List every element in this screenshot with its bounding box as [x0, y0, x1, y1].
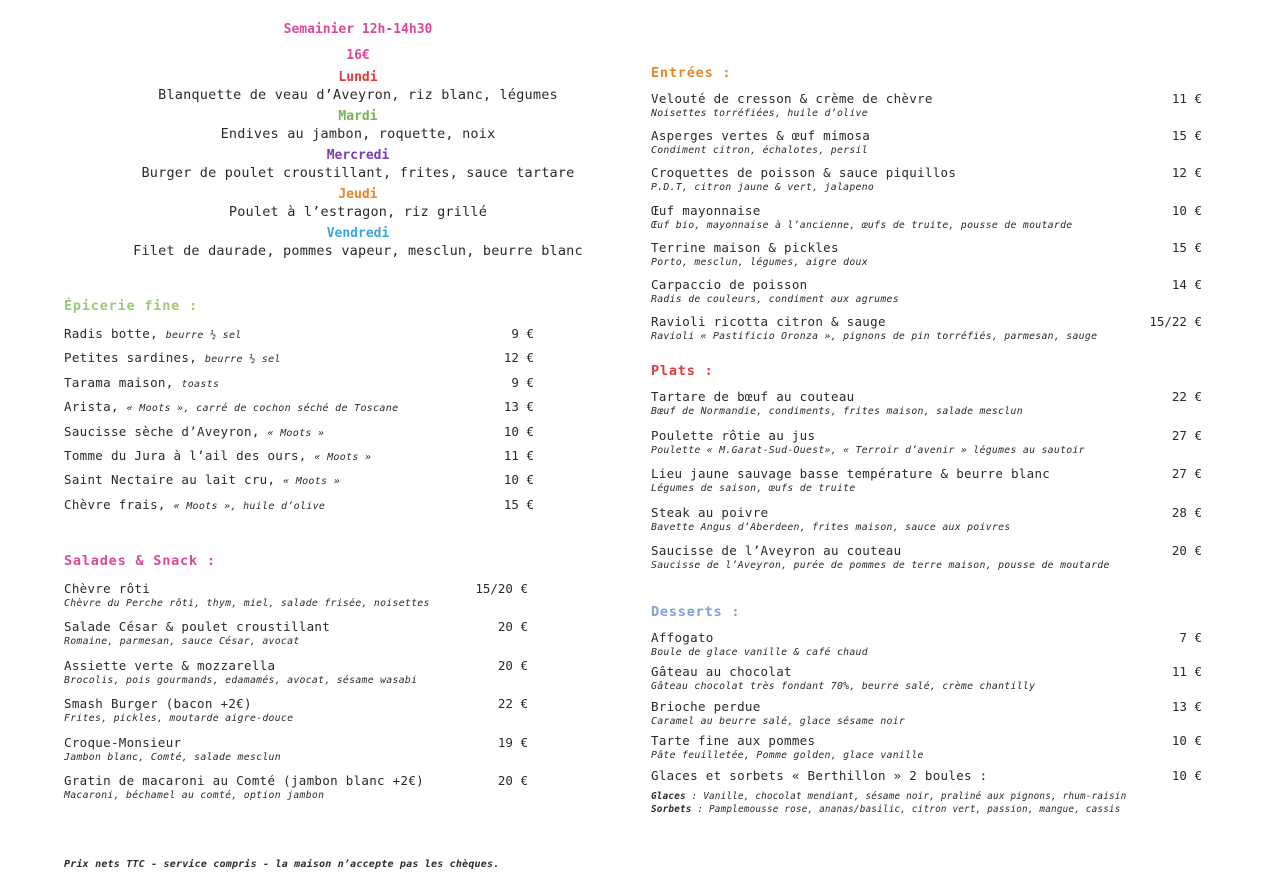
footer-note: Prix nets TTC - service compris - la maison n’accepte pas les chèques.	[64, 859, 500, 870]
list-item	[64, 471, 534, 495]
item-description: Saucisse de l’Aveyron, purée de pommes de terre maison, pousse de moutarde	[651, 560, 1110, 572]
item-price: 28 €	[1171, 504, 1202, 520]
item-description: Noisettes torréfiées, huile d’olive	[651, 108, 868, 119]
salades-list	[64, 581, 534, 811]
item-price: 12 €	[1171, 165, 1202, 181]
item-price: 20 €	[497, 619, 528, 635]
item-description: P.D.T, citron jaune & vert, jalapeno	[651, 182, 875, 194]
list-item	[651, 505, 1202, 544]
item-description: Frites, pickles, moutarde aigre-douce	[64, 713, 294, 725]
item-name: Lieu jaune sauvage basse température & beurre blanc	[651, 466, 1051, 482]
list-item	[651, 543, 1202, 582]
item-price: 14 €	[1171, 276, 1202, 292]
entrees-list	[651, 91, 1202, 351]
day-name: Mercredi	[326, 148, 390, 163]
list-item	[651, 240, 1202, 277]
item-description: Ravioli « Pastificio Oronza », pignons de pin torréfiés, parmesan, sauge	[651, 331, 1098, 343]
item-description: Macaroni, béchamel au comté, option jambon	[64, 789, 325, 801]
item-name: Ravioli ricotta citron & sauge	[651, 314, 886, 330]
item-price: 22 €	[1171, 389, 1202, 404]
glaces-text: : Vanille, chocolat mendiant, sésame noir, praliné aux pignons, rhum-raisin	[685, 791, 1127, 802]
item-name: Carpaccio de poisson	[651, 276, 808, 292]
item-name: Salade César & poulet croustillant	[64, 619, 331, 635]
item-name: Velouté de cresson & crème de chèvre	[651, 91, 933, 106]
item-price: 15 €	[503, 496, 534, 512]
desserts-list	[651, 630, 1202, 802]
item-description: Gâteau chocolat très fondant 70%, beurre salé, crème chantilly	[651, 681, 1036, 693]
ice-cream-flavours	[651, 790, 1211, 816]
item-price: 12 €	[503, 350, 534, 366]
weekly-title: Semainier 12h-14h30	[283, 22, 433, 37]
item-price: 13 €	[1171, 698, 1202, 714]
weekly-day	[120, 226, 596, 261]
item-note: toasts	[181, 378, 220, 390]
list-item	[64, 447, 534, 471]
weekly-menu	[120, 20, 596, 261]
item-name: Affogato	[651, 630, 714, 645]
item-description: Radis de couleurs, condiment aux agrumes	[651, 293, 899, 305]
item-price: 15 €	[1171, 239, 1202, 255]
weekly-day	[120, 187, 596, 222]
entrees-title: Entrées :	[651, 65, 732, 81]
list-item	[64, 374, 534, 398]
list-item	[64, 325, 534, 349]
sorbets-label: Sorbets	[651, 804, 692, 815]
item-name: Tartare de bœuf au couteau	[651, 389, 855, 404]
item-price: 20 €	[497, 772, 528, 788]
item-price: 9 €	[511, 326, 534, 341]
list-item	[651, 314, 1202, 351]
item-price: 10 €	[503, 423, 534, 439]
list-item	[651, 91, 1202, 128]
weekly-day	[120, 148, 596, 183]
item-note: « Moots »	[267, 427, 325, 439]
item-description: Chèvre du Perche rôti, thym, miel, salade frisée, noisettes	[64, 598, 430, 609]
item-description: Poulette « M.Garat-Sud-Ouest», « Terroir d’avenir » légumes au sautoir	[651, 444, 1085, 456]
item-name: Gratin de macaroni au Comté (jambon blanc +2€)	[64, 772, 424, 788]
item-price: 10 €	[1171, 767, 1202, 783]
item-name: Tarte fine aux pommes	[651, 733, 816, 749]
list-item	[64, 349, 534, 373]
item-price: 20 €	[1171, 543, 1202, 559]
item-name: Œuf mayonnaise	[651, 202, 761, 218]
item-price: 20 €	[497, 657, 528, 673]
item-price: 7 €	[1179, 630, 1202, 645]
item-name: Saint Nectaire au lait cru,	[64, 472, 284, 488]
item-price: 9 €	[511, 374, 534, 390]
list-item	[64, 696, 534, 734]
sorbets-text: : Pamplemousse rose, ananas/basilic, citron vert, passion, mangue, cassis	[691, 804, 1121, 815]
day-dish: Filet de daurade, pommes vapeur, mesclun, beurre blanc	[133, 243, 583, 259]
item-description: Brocolis, pois gourmands, edamamés, avocat, sésame wasabi	[64, 674, 418, 686]
list-item	[651, 277, 1202, 314]
item-note: « Moots »	[314, 451, 372, 463]
day-name: Jeudi	[338, 187, 378, 202]
list-item	[651, 630, 1202, 664]
item-name: Arista,	[64, 399, 127, 415]
glaces-line	[651, 790, 1211, 803]
plats-list	[651, 389, 1202, 582]
item-name: Assiette verte & mozzarella	[64, 657, 276, 673]
epicerie-list	[64, 325, 534, 520]
item-description: Romaine, parmesan, sauce César, avocat	[64, 636, 300, 648]
list-item	[651, 428, 1202, 467]
list-item	[64, 398, 534, 422]
item-name: Saucisse sèche d’Aveyron,	[64, 423, 268, 439]
day-dish: Poulet à l’estragon, riz grillé	[228, 204, 488, 220]
day-name: Vendredi	[326, 226, 390, 241]
list-item	[651, 733, 1202, 767]
list-item	[651, 389, 1202, 428]
weekly-day	[120, 70, 596, 105]
item-name: Tarama maison,	[64, 374, 182, 390]
item-name: Steak au poivre	[651, 504, 769, 520]
item-note: beurre ½ sel	[204, 354, 281, 366]
item-description: Porto, mesclun, légumes, aigre doux	[651, 256, 868, 268]
list-item	[64, 496, 534, 520]
item-description: Bœuf de Normandie, condiments, frites maison, salade mesclun	[651, 406, 1023, 417]
day-dish: Blanquette de veau d’Aveyron, riz blanc, légumes	[158, 87, 558, 103]
item-name: Gâteau au chocolat	[651, 664, 792, 680]
day-name: Lundi	[338, 70, 378, 85]
sorbets-line	[651, 803, 1211, 816]
list-item	[651, 165, 1202, 202]
list-item	[651, 466, 1202, 505]
item-note: « Moots », huile d’olive	[173, 500, 326, 512]
item-name: Petites sardines,	[64, 350, 205, 366]
glaces-label: Glaces	[651, 791, 686, 802]
item-description: Œuf bio, mayonnaise à l’ancienne, œufs de truite, pousse de moutarde	[651, 219, 1073, 231]
item-price: 11 €	[503, 447, 534, 463]
item-name: Saucisse de l’Aveyron au couteau	[651, 543, 902, 559]
item-name: Chèvre rôti	[64, 581, 151, 596]
list-item	[64, 423, 534, 447]
item-note: « Moots », carré de cochon séché de Toscane	[126, 403, 399, 415]
item-note: beurre ½ sel	[165, 330, 242, 341]
weekly-days	[120, 70, 596, 261]
epicerie-title: Épicerie fine :	[64, 298, 198, 314]
list-item	[64, 773, 534, 811]
plats-title: Plats :	[651, 363, 714, 379]
item-description: Caramel au beurre salé, glace sésame noir	[651, 715, 906, 727]
item-note: « Moots »	[283, 476, 341, 488]
item-name: Radis botte,	[64, 326, 166, 341]
item-description: Boule de glace vanille & café chaud	[651, 647, 868, 658]
item-description: Bavette Angus d’Aberdeen, frites maison, sauce aux poivres	[651, 521, 1011, 533]
item-price: 19 €	[497, 734, 528, 750]
list-item	[64, 735, 534, 773]
item-price: 10 €	[1171, 202, 1202, 218]
item-name: Poulette rôtie au jus	[651, 427, 816, 443]
list-item	[651, 203, 1202, 240]
desserts-title: Desserts :	[651, 604, 741, 620]
list-item	[651, 128, 1202, 165]
item-price: 13 €	[503, 399, 534, 415]
item-price: 15 €	[1171, 128, 1202, 144]
item-name: Glaces et sorbets « Berthillon » 2 boules :	[651, 767, 988, 783]
list-item	[651, 699, 1202, 733]
item-price: 27 €	[1171, 466, 1202, 482]
item-price: 27 €	[1171, 427, 1202, 443]
item-price: 11 €	[1171, 664, 1202, 680]
item-description: Condiment citron, échalotes, persil	[651, 145, 868, 157]
list-item	[651, 664, 1202, 698]
item-name: Brioche perdue	[651, 698, 761, 714]
item-price: 11 €	[1171, 91, 1202, 106]
item-name: Smash Burger (bacon +2€)	[64, 696, 252, 712]
item-price: 15/22 €	[1149, 314, 1202, 330]
item-name: Tomme du Jura à l’ail des ours,	[64, 447, 315, 463]
item-description: Jambon blanc, Comté, salade mesclun	[64, 751, 281, 763]
weekly-price: 16€	[346, 48, 370, 63]
list-item	[64, 581, 534, 619]
list-item	[64, 619, 534, 657]
item-description: Pâte feuilletée, Pomme golden, glace vanille	[651, 750, 924, 762]
item-name: Terrine maison & pickles	[651, 239, 839, 255]
item-name: Chèvre frais,	[64, 496, 174, 512]
weekly-day	[120, 109, 596, 144]
item-price: 22 €	[497, 696, 528, 712]
item-price: 10 €	[1171, 733, 1202, 749]
day-dish: Endives au jambon, roquette, noix	[220, 126, 496, 142]
item-price: 10 €	[503, 472, 534, 488]
item-name: Croquettes de poisson & sauce piquillos	[651, 165, 957, 181]
day-dish: Burger de poulet croustillant, frites, sauce tartare	[141, 165, 575, 181]
item-description: Légumes de saison, œufs de truite	[651, 483, 856, 495]
item-price: 15/20 €	[475, 581, 528, 596]
list-item	[64, 658, 534, 696]
salades-title: Salades & Snack :	[64, 553, 216, 569]
item-name: Asperges vertes & œuf mimosa	[651, 128, 871, 144]
item-name: Croque-Monsieur	[64, 734, 182, 750]
day-name: Mardi	[338, 109, 378, 124]
